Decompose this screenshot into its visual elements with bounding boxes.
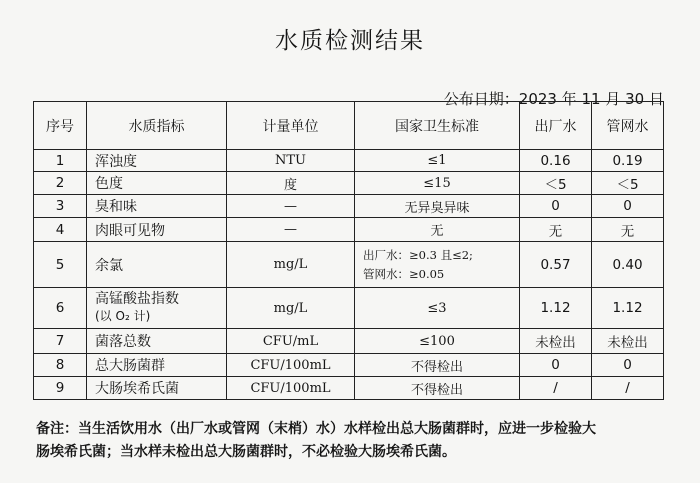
row-unit: mg/L	[227, 288, 355, 329]
row-no: 1	[34, 150, 87, 172]
row-indicator: 肉眼可见物	[87, 218, 227, 242]
row-standard: ≤100	[355, 329, 520, 354]
row-plant-value: /	[520, 377, 592, 400]
row-network-value: 0	[592, 195, 664, 218]
row-no: 7	[34, 329, 87, 354]
header-unit: 计量单位	[227, 102, 355, 150]
footnote	[36, 418, 666, 464]
row-no: 9	[34, 377, 87, 400]
standard-plant-line: 出厂水：≥0.3 且≤2;	[363, 247, 473, 262]
row-no: 6	[34, 288, 87, 329]
row-plant-value: 0	[520, 354, 592, 377]
row-no: 2	[34, 172, 87, 195]
indicator-line-2: (以 O₂ 计)	[95, 309, 151, 323]
row-indicator: 余氯	[87, 242, 227, 288]
row-unit: NTU	[227, 150, 355, 172]
row-plant-value: 0.57	[520, 242, 592, 288]
row-indicator	[87, 288, 227, 329]
row-standard: ≤3	[355, 288, 520, 329]
row-network-value: ＜5	[592, 172, 664, 195]
row-network-value: 0.19	[592, 150, 664, 172]
row-network-value: 无	[592, 218, 664, 242]
row-unit: CFU/mL	[227, 329, 355, 354]
row-no: 3	[34, 195, 87, 218]
page-title: 水质检测结果	[275, 28, 425, 54]
row-standard: 不得检出	[355, 377, 520, 400]
row-plant-value: 0	[520, 195, 592, 218]
table-header-row	[34, 102, 664, 150]
row-unit: CFU/100mL	[227, 354, 355, 377]
table-row	[34, 288, 664, 329]
row-unit: 度	[227, 172, 355, 195]
row-indicator: 大肠埃希氏菌	[87, 377, 227, 400]
row-plant-value: 无	[520, 218, 592, 242]
row-indicator: 臭和味	[87, 195, 227, 218]
row-plant-value: 1.12	[520, 288, 592, 329]
table-row	[34, 195, 664, 218]
row-network-value: 未检出	[592, 329, 664, 354]
row-standard: 无	[355, 218, 520, 242]
row-standard: ≤1	[355, 150, 520, 172]
row-indicator: 总大肠菌群	[87, 354, 227, 377]
row-no: 8	[34, 354, 87, 377]
row-network-value: 1.12	[592, 288, 664, 329]
header-no: 序号	[34, 102, 87, 150]
row-no: 4	[34, 218, 87, 242]
row-standard: 不得检出	[355, 354, 520, 377]
row-unit: —	[227, 195, 355, 218]
row-plant-value: 未检出	[520, 329, 592, 354]
row-unit: CFU/100mL	[227, 377, 355, 400]
header-standard: 国家卫生标准	[355, 102, 520, 150]
standard-network-line: 管网水：≥0.05	[363, 266, 445, 281]
row-no: 5	[34, 242, 87, 288]
row-standard: 无异臭异味	[355, 195, 520, 218]
table-row	[34, 150, 664, 172]
row-network-value: /	[592, 377, 664, 400]
row-unit: —	[227, 218, 355, 242]
row-unit: mg/L	[227, 242, 355, 288]
header-network-water: 管网水	[592, 102, 664, 150]
table-row	[34, 329, 664, 354]
header-indicator: 水质指标	[87, 102, 227, 150]
table-row	[34, 242, 664, 288]
row-indicator: 色度	[87, 172, 227, 195]
row-plant-value: 0.16	[520, 150, 592, 172]
row-standard: ≤15	[355, 172, 520, 195]
row-indicator: 浑浊度	[87, 150, 227, 172]
row-network-value: 0	[592, 354, 664, 377]
table-row	[34, 354, 664, 377]
table-row	[34, 377, 664, 400]
indicator-line-1: 高锰酸盐指数	[95, 291, 179, 307]
footnote-line-1: 备注：当生活饮用水（出厂水或管网（末梢）水）水样检出总大肠菌群时，应进一步检验大	[36, 421, 596, 437]
footnote-line-2: 肠埃希氏菌；当水样未检出总大肠菌群时，不必检验大肠埃希氏菌。	[36, 444, 456, 460]
row-plant-value: ＜5	[520, 172, 592, 195]
publish-date: 公布日期：2023 年 11 月 30 日	[443, 90, 664, 108]
water-quality-table	[33, 101, 664, 400]
table-row	[34, 172, 664, 195]
row-network-value: 0.40	[592, 242, 664, 288]
table-row	[34, 218, 664, 242]
header-plant-water: 出厂水	[520, 102, 592, 150]
row-indicator: 菌落总数	[87, 329, 227, 354]
row-standard	[355, 242, 520, 288]
